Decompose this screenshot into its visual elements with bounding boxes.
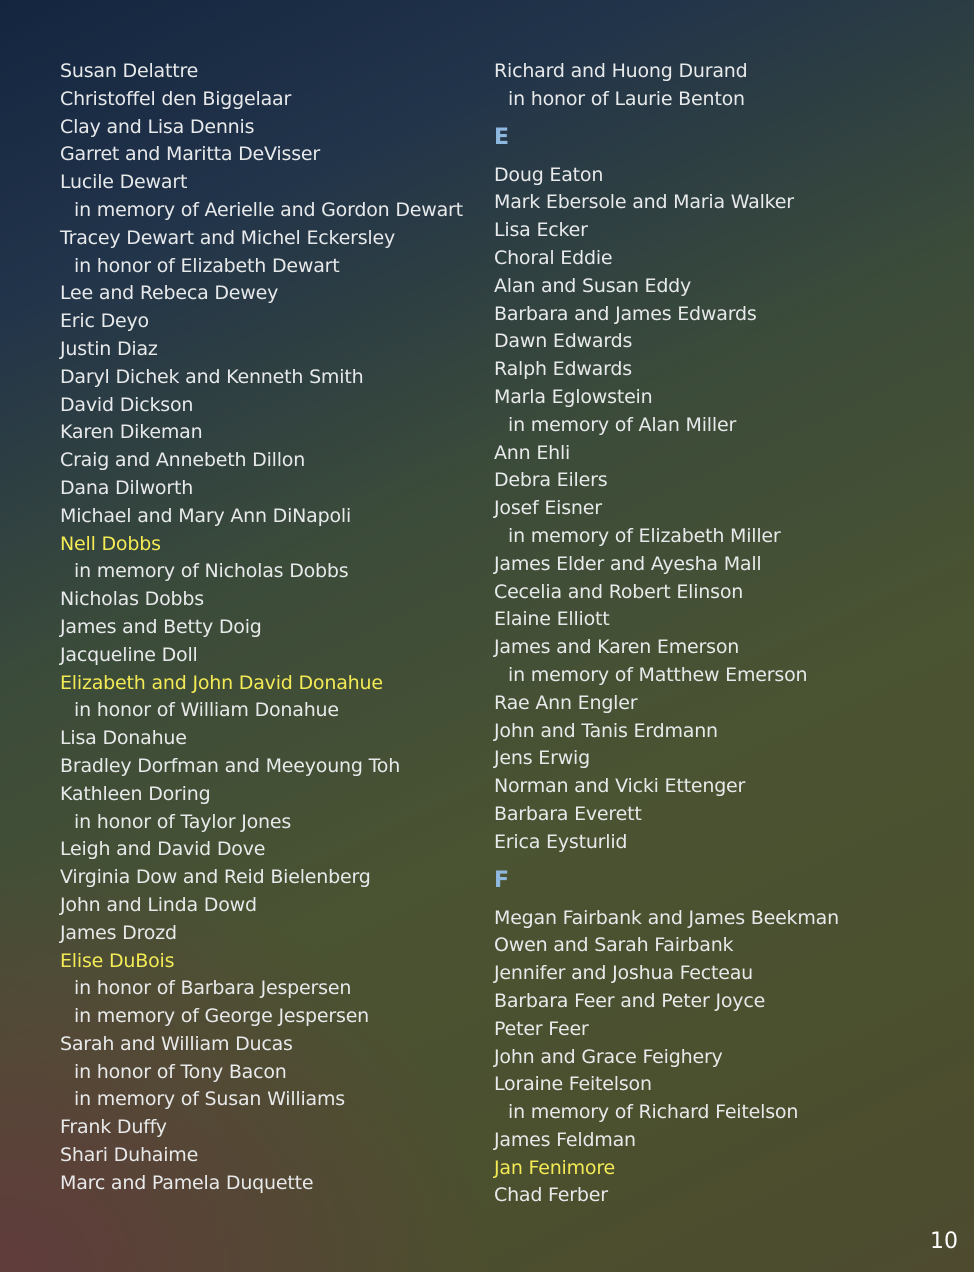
- donor-name: Loraine Feitelson: [494, 1073, 652, 1096]
- donor-name: Daryl Dichek and Kenneth Smith: [60, 365, 364, 388]
- donor-name: Elaine Elliott: [494, 608, 610, 631]
- donor-name: Justin Diaz: [60, 337, 158, 360]
- donor-name: John and Linda Dowd: [60, 893, 257, 916]
- donor-name: James Elder and Ayesha Mall: [494, 552, 762, 575]
- tribute-note: in memory of Matthew Emerson: [508, 663, 808, 686]
- donor-name: Doug Eaton: [494, 163, 604, 186]
- tribute-note: in honor of William Donahue: [74, 699, 339, 722]
- tribute-note: in honor of Taylor Jones: [74, 810, 292, 833]
- donor-name: Sarah and William Ducas: [60, 1032, 293, 1055]
- donor-name: Shari Duhaime: [60, 1144, 199, 1167]
- donor-name: Kathleen Doring: [60, 782, 211, 805]
- donor-name-highlighted: Elise DuBois: [60, 949, 175, 972]
- donor-name: Nicholas Dobbs: [60, 588, 204, 611]
- tribute-note: in memory of Aerielle and Gordon Dewart: [74, 198, 463, 221]
- tribute-note: in honor of Elizabeth Dewart: [74, 254, 340, 277]
- tribute-note: in memory of Susan Williams: [74, 1088, 345, 1111]
- donor-name: John and Tanis Erdmann: [494, 719, 718, 742]
- donor-name: James and Karen Emerson: [494, 636, 740, 659]
- tribute-note: in memory of George Jespersen: [74, 1005, 370, 1028]
- tribute-note: in honor of Tony Bacon: [74, 1060, 287, 1083]
- donor-name: Jens Erwig: [494, 747, 590, 770]
- donor-name: Ralph Edwards: [494, 358, 632, 381]
- donor-name: Leigh and David Dove: [60, 838, 266, 861]
- donor-name: Virginia Dow and Reid Bielenberg: [60, 866, 371, 889]
- donor-name: James Drozd: [60, 921, 177, 944]
- donor-name: Craig and Annebeth Dillon: [60, 449, 306, 472]
- donor-name: Jacqueline Doll: [60, 643, 198, 666]
- donor-name-highlighted: Elizabeth and John David Donahue: [60, 671, 383, 694]
- donor-name: Barbara Feer and Peter Joyce: [494, 989, 766, 1012]
- section-letter-f: F: [494, 867, 510, 893]
- donor-name: Lucile Dewart: [60, 171, 188, 194]
- donor-name: Mark Ebersole and Maria Walker: [494, 191, 794, 214]
- donor-name: Barbara Everett: [494, 802, 642, 825]
- donor-name: Barbara and James Edwards: [494, 302, 757, 325]
- donor-name: Frank Duffy: [60, 1116, 167, 1139]
- right-column: [494, 58, 934, 1210]
- donor-name: Susan Delattre: [60, 60, 199, 82]
- donor-name: Dana Dilworth: [60, 476, 194, 499]
- donor-name: David Dickson: [60, 393, 194, 416]
- donor-name: Tracey Dewart and Michel Eckersley: [60, 226, 396, 249]
- donor-name: Lee and Rebeca Dewey: [60, 282, 279, 305]
- tribute-note: in memory of Alan Miller: [508, 413, 737, 436]
- tribute-note: in honor of Laurie Benton: [508, 87, 745, 110]
- page-number: 10: [930, 1229, 958, 1254]
- donor-name: Alan and Susan Eddy: [494, 274, 692, 297]
- donor-name: Karen Dikeman: [60, 421, 203, 444]
- donor-name-highlighted: Nell Dobbs: [60, 532, 161, 555]
- donor-name: Marc and Pamela Duquette: [60, 1171, 314, 1194]
- donor-name: Jennifer and Joshua Fecteau: [494, 962, 754, 985]
- tribute-note: in memory of Elizabeth Miller: [508, 524, 781, 547]
- donor-name: Choral Eddie: [494, 246, 613, 269]
- donor-name: Garret and Maritta DeVisser: [60, 143, 320, 166]
- donor-name-highlighted: Jan Fenimore: [494, 1156, 616, 1179]
- donor-name: Christoffel den Biggelaar: [60, 87, 292, 110]
- tribute-note: in honor of Barbara Jespersen: [74, 977, 352, 1000]
- tribute-note: in memory of Nicholas Dobbs: [74, 560, 349, 583]
- donor-name: Josef Eisner: [494, 497, 602, 520]
- section-letter-e: E: [494, 124, 510, 150]
- donor-name: Lisa Donahue: [60, 727, 187, 750]
- donor-name: Clay and Lisa Dennis: [60, 115, 255, 138]
- donor-name: James Feldman: [494, 1128, 636, 1151]
- donor-name: Bradley Dorfman and Meeyoung Toh: [60, 754, 401, 777]
- donor-name: Eric Deyo: [60, 310, 149, 333]
- donor-name: Cecelia and Robert Elinson: [494, 580, 744, 603]
- donor-name: Rae Ann Engler: [494, 691, 638, 714]
- donor-name: Debra Eilers: [494, 469, 608, 492]
- donor-name: Chad Ferber: [494, 1184, 608, 1207]
- donor-name: Dawn Edwards: [494, 330, 633, 353]
- left-column: [60, 58, 480, 1198]
- donor-name: Peter Feer: [494, 1017, 589, 1040]
- donor-name: Norman and Vicki Ettenger: [494, 775, 746, 798]
- donor-name: Ann Ehli: [494, 441, 571, 464]
- donor-name: Richard and Huong Durand: [494, 60, 748, 82]
- donor-name: Owen and Sarah Fairbank: [494, 934, 734, 957]
- donor-name: Lisa Ecker: [494, 219, 588, 242]
- donor-name: Erica Eysturlid: [494, 830, 628, 853]
- donor-name: James and Betty Doig: [60, 615, 262, 638]
- donor-name: Michael and Mary Ann DiNapoli: [60, 504, 352, 527]
- donor-name: John and Grace Feighery: [494, 1045, 723, 1068]
- tribute-note: in memory of Richard Feitelson: [508, 1101, 799, 1124]
- donor-name: Megan Fairbank and James Beekman: [494, 906, 839, 929]
- donor-name: Marla Eglowstein: [494, 385, 653, 408]
